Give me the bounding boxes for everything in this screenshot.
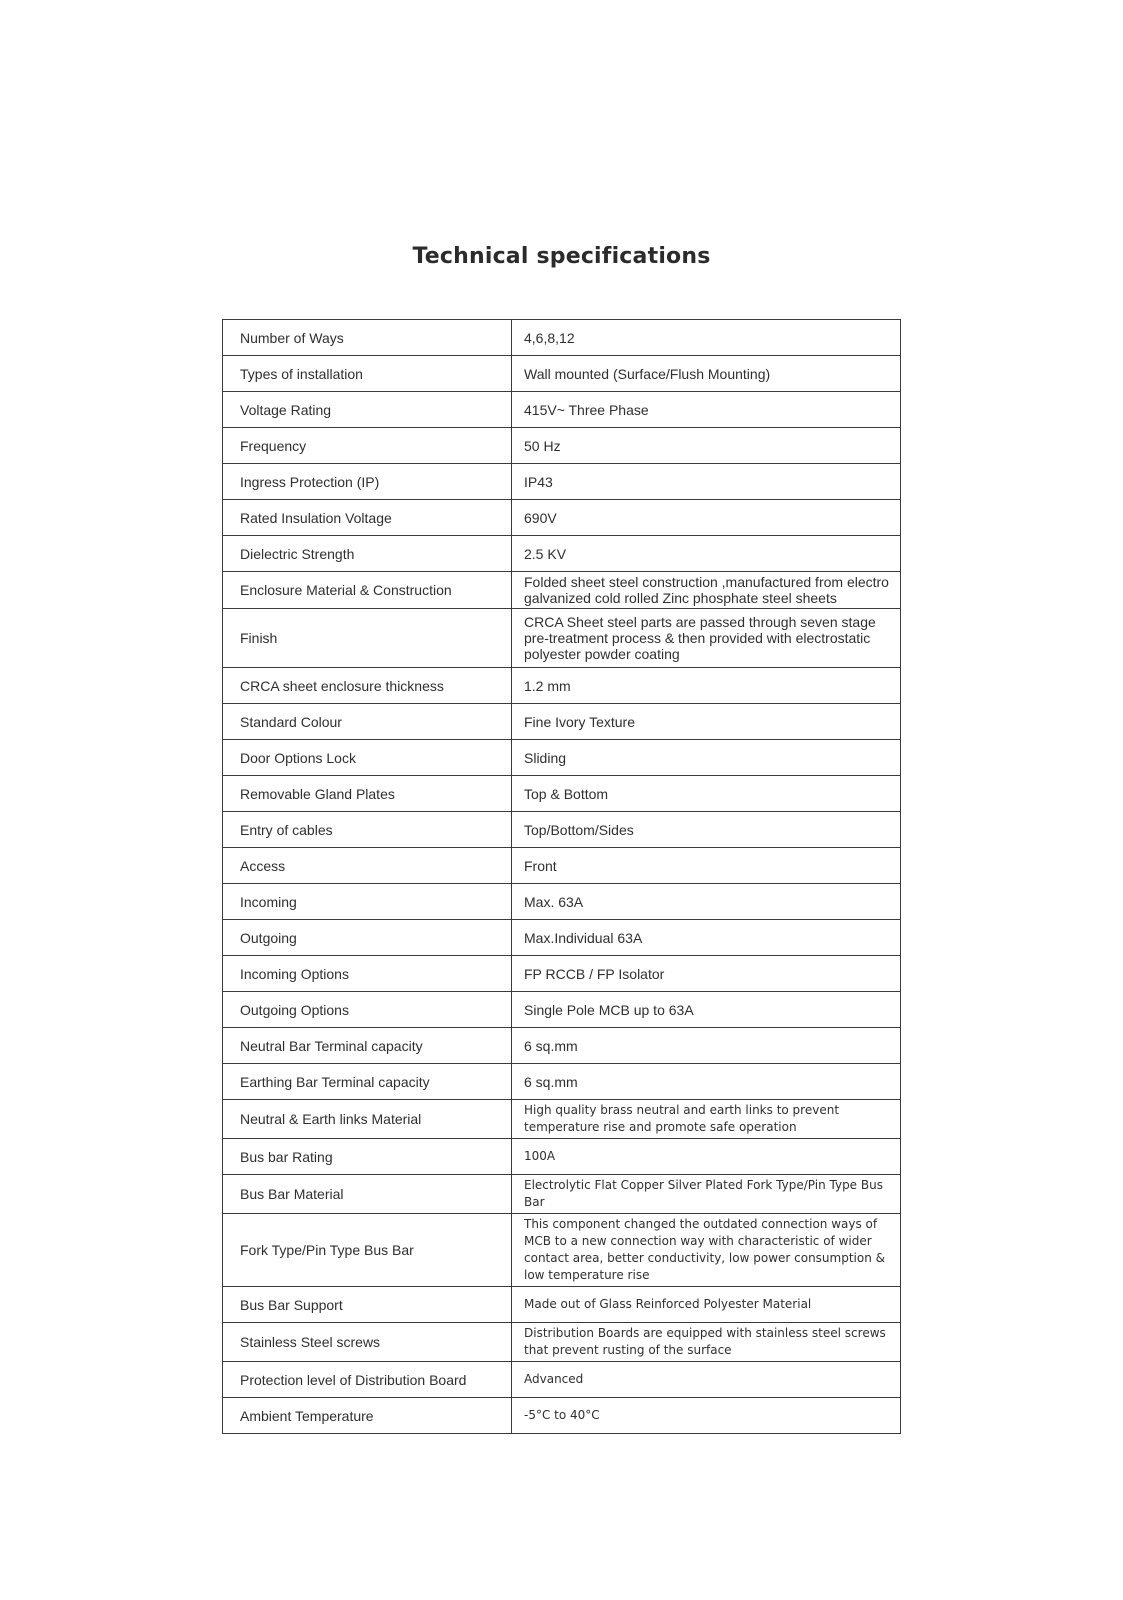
- spec-row: [223, 1287, 901, 1323]
- spec-label: Removable Gland Plates: [223, 776, 512, 812]
- spec-value: Max. 63A: [512, 884, 901, 920]
- spec-row: [223, 812, 901, 848]
- spec-value: -5°C to 40°C: [512, 1398, 901, 1434]
- spec-value: Single Pole MCB up to 63A: [512, 992, 901, 1028]
- spec-value: Made out of Glass Reinforced Polyester Material: [512, 1287, 901, 1323]
- spec-label: Entry of cables: [223, 812, 512, 848]
- spec-row: [223, 1139, 901, 1175]
- spec-value: Front: [512, 848, 901, 884]
- spec-row: [223, 392, 901, 428]
- spec-value: Distribution Boards are equipped with stainless steel screws that prevent rusting of the surface: [512, 1323, 901, 1362]
- spec-value: 6 sq.mm: [512, 1028, 901, 1064]
- spec-row: [223, 920, 901, 956]
- spec-label: Rated Insulation Voltage: [223, 500, 512, 536]
- spec-label: Frequency: [223, 428, 512, 464]
- spec-label: Standard Colour: [223, 704, 512, 740]
- spec-label: Neutral & Earth links Material: [223, 1100, 512, 1139]
- spec-value: This component changed the outdated connection ways of MCB to a new connection way with characteristic of wider contact area, better conductivity, low power consumption & low temperature rise: [512, 1214, 901, 1287]
- page-title: Technical specifications: [412, 244, 711, 269]
- spec-row: [223, 1362, 901, 1398]
- spec-label: Ingress Protection (IP): [223, 464, 512, 500]
- spec-value: FP RCCB / FP Isolator: [512, 956, 901, 992]
- spec-row: [223, 668, 901, 704]
- spec-label: Stainless Steel screws: [223, 1323, 512, 1362]
- spec-label: Outgoing: [223, 920, 512, 956]
- spec-row: [223, 1398, 901, 1434]
- spec-value: 415V~ Three Phase: [512, 392, 901, 428]
- spec-value: 100A: [512, 1139, 901, 1175]
- spec-label: Number of Ways: [223, 320, 512, 356]
- spec-label: Bus bar Rating: [223, 1139, 512, 1175]
- spec-label: Bus Bar Support: [223, 1287, 512, 1323]
- spec-label: Incoming: [223, 884, 512, 920]
- spec-row: [223, 500, 901, 536]
- spec-row: [223, 1100, 901, 1139]
- spec-row: [223, 1323, 901, 1362]
- spec-label: Voltage Rating: [223, 392, 512, 428]
- spec-label: Door Options Lock: [223, 740, 512, 776]
- spec-row: [223, 536, 901, 572]
- spec-value: Top & Bottom: [512, 776, 901, 812]
- spec-row: [223, 776, 901, 812]
- spec-row: [223, 1214, 901, 1287]
- spec-row: [223, 320, 901, 356]
- spec-value: 4,6,8,12: [512, 320, 901, 356]
- spec-value: Top/Bottom/Sides: [512, 812, 901, 848]
- spec-label: Access: [223, 848, 512, 884]
- spec-row: [223, 992, 901, 1028]
- spec-value: Max.Individual 63A: [512, 920, 901, 956]
- spec-row: [223, 740, 901, 776]
- spec-row: [223, 884, 901, 920]
- spec-value: 690V: [512, 500, 901, 536]
- spec-label: Ambient Temperature: [223, 1398, 512, 1434]
- spec-label: Fork Type/Pin Type Bus Bar: [223, 1214, 512, 1287]
- spec-row: [223, 609, 901, 668]
- spec-row: [223, 464, 901, 500]
- spec-table-body: [223, 320, 901, 1434]
- spec-row: [223, 704, 901, 740]
- spec-table: [222, 319, 901, 1434]
- spec-label: Incoming Options: [223, 956, 512, 992]
- spec-label: Bus Bar Material: [223, 1175, 512, 1214]
- spec-value: Sliding: [512, 740, 901, 776]
- spec-label: Dielectric Strength: [223, 536, 512, 572]
- spec-row: [223, 356, 901, 392]
- spec-label: Finish: [223, 609, 512, 668]
- spec-value: 2.5 KV: [512, 536, 901, 572]
- spec-value: 6 sq.mm: [512, 1064, 901, 1100]
- spec-label: CRCA sheet enclosure thickness: [223, 668, 512, 704]
- spec-label: Neutral Bar Terminal capacity: [223, 1028, 512, 1064]
- spec-value: 1.2 mm: [512, 668, 901, 704]
- spec-value: 50 Hz: [512, 428, 901, 464]
- spec-row: [223, 848, 901, 884]
- spec-row: [223, 956, 901, 992]
- spec-label: Types of installation: [223, 356, 512, 392]
- spec-row: [223, 428, 901, 464]
- spec-label: Protection level of Distribution Board: [223, 1362, 512, 1398]
- spec-value: Folded sheet steel construction ,manufactured from electro galvanized cold rolled Zinc phosphate steel sheets: [512, 572, 901, 609]
- spec-value: Fine Ivory Texture: [512, 704, 901, 740]
- spec-value: Advanced: [512, 1362, 901, 1398]
- spec-label: Outgoing Options: [223, 992, 512, 1028]
- spec-label: Earthing Bar Terminal capacity: [223, 1064, 512, 1100]
- spec-row: [223, 1175, 901, 1214]
- spec-label: Enclosure Material & Construction: [223, 572, 512, 609]
- spec-row: [223, 1064, 901, 1100]
- spec-value: Wall mounted (Surface/Flush Mounting): [512, 356, 901, 392]
- spec-value: IP43: [512, 464, 901, 500]
- spec-value: High quality brass neutral and earth links to prevent temperature rise and promote safe operation: [512, 1100, 901, 1139]
- spec-row: [223, 572, 901, 609]
- spec-row: [223, 1028, 901, 1064]
- spec-value: CRCA Sheet steel parts are passed through seven stage pre-treatment process & then provided with electrostatic polyester powder coating: [512, 609, 901, 668]
- spec-value: Electrolytic Flat Copper Silver Plated Fork Type/Pin Type Bus Bar: [512, 1175, 901, 1214]
